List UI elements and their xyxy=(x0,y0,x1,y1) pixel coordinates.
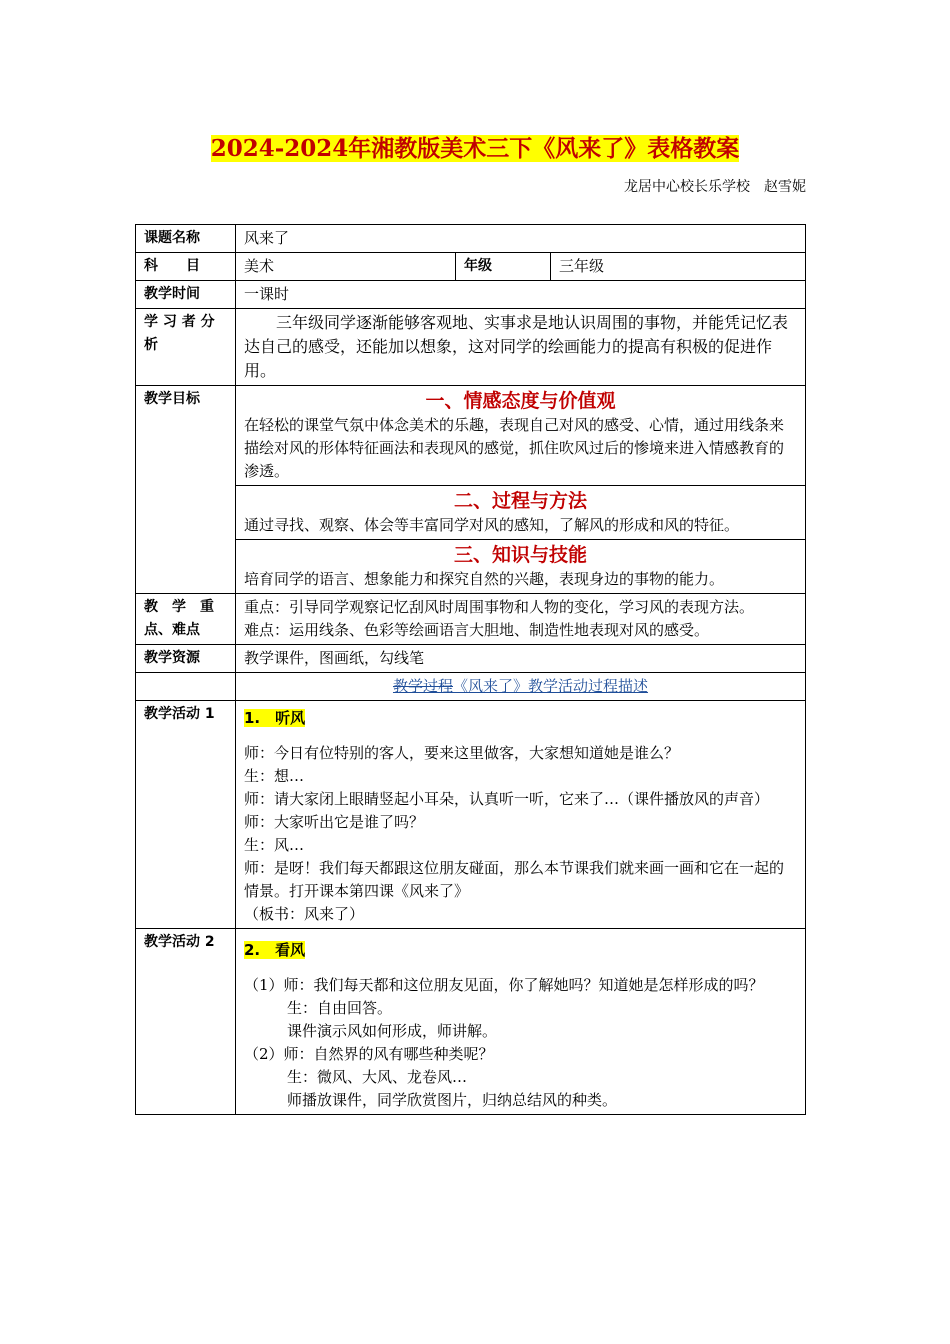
subject-label: 科 目 xyxy=(136,253,236,281)
analysis-label: 学 习 者 分析 xyxy=(136,309,236,386)
activity1-line: 生：风… xyxy=(244,836,305,854)
activity1-line: 师：是呀！我们每天都跟这位朋友碰面，那么本节课我们就来画一画和它在一起的情景。打开课本第四课《风来了》 xyxy=(244,859,785,900)
topic-value: 风来了 xyxy=(236,225,806,253)
row-key xyxy=(136,594,806,645)
goal-heading-2: 二、过程与方法 xyxy=(453,490,587,512)
activity2-question-2: （2）师：自然界的风有哪些种类呢？ xyxy=(244,1045,494,1063)
goal-section-1 xyxy=(236,386,806,486)
activity1-heading: 1. 听风 xyxy=(244,709,306,727)
goal-text-1: 在轻松的课堂气氛中体念美术的乐趣，表现自己对风的感受、心情，通过用线条来描绘对风的形体特征画法和表现风的感觉，抓住吹风过后的惨境来进入情感教育的渗透。 xyxy=(244,416,785,480)
row-goal-2 xyxy=(136,486,806,540)
activity2-question-1: （1）师：我们每天都和这位朋友见面，你了解她吗？知道她是怎样形成的吗？ xyxy=(244,976,764,994)
activity1-label: 教学活动 1 xyxy=(136,701,236,929)
process-struck-text: 教学过程 xyxy=(392,677,453,695)
process-text: 《风来了》教学活动过程描述 xyxy=(453,677,649,695)
activity1-line: 师：大家听出它是谁了吗？ xyxy=(244,813,425,831)
row-resources xyxy=(136,645,806,673)
goal-heading-3: 三、知识与技能 xyxy=(453,544,587,566)
activity2-answer-1: 生：自由回答。 xyxy=(287,999,393,1017)
difficulty-point: 难点：运用线条、色彩等绘画语言大胆地、制造性地表现对风的感受。 xyxy=(244,621,710,639)
row-process xyxy=(136,673,806,701)
document-title: 2024-2024年湘教版美术三下《风来了》表格教案 xyxy=(210,135,740,162)
goal-heading-1: 一、情感态度与价值观 xyxy=(425,390,616,412)
analysis-value: 三年级同学逐渐能够客观地、实事求是地认识周围的事物，并能凭记忆表达自己的感受，还能加以想象，这对同学的绘画能力的提高有积极的促进作用。 xyxy=(236,309,806,386)
activity2-heading: 2. 看风 xyxy=(244,941,306,959)
row-goal-1 xyxy=(136,386,806,486)
subject-value: 美术 xyxy=(236,253,456,281)
key-point: 重点：引导同学观察记忆刮风时周围事物和人物的变化，学习风的表现方法。 xyxy=(244,598,755,616)
activity1-line: （板书：风来了） xyxy=(244,905,365,923)
activity1-line: 师：今日有位特别的客人，要来这里做客，大家想知道她是谁么？ xyxy=(244,744,680,762)
goal-text-2: 通过寻找、观察、体会等丰富同学对风的感知，了解风的形成和风的特征。 xyxy=(244,516,740,534)
row-topic xyxy=(136,225,806,253)
lesson-plan-table xyxy=(135,224,806,1115)
row-subject xyxy=(136,253,806,281)
key-label: 教 学 重点、难点 xyxy=(136,594,236,645)
row-activity-2 xyxy=(136,929,806,1115)
row-goal-3 xyxy=(136,540,806,594)
activity2-content xyxy=(236,929,806,1115)
time-label: 教学时间 xyxy=(136,281,236,309)
goals-label: 教学目标 xyxy=(136,386,236,594)
author-line: 龙居中心校长乐学校 赵雪妮 xyxy=(624,179,806,195)
activity2-answer-2: 生：微风、大风、龙卷风… xyxy=(287,1068,468,1086)
goal-section-2 xyxy=(236,486,806,540)
process-empty-cell xyxy=(136,673,236,701)
row-analysis xyxy=(136,309,806,386)
grade-label: 年级 xyxy=(456,253,551,281)
grade-value: 三年级 xyxy=(551,253,806,281)
goal-section-3 xyxy=(236,540,806,594)
activity2-note-2: 师播放课件，同学欣赏图片，归纳总结风的种类。 xyxy=(287,1091,618,1109)
time-value: 一课时 xyxy=(236,281,806,309)
key-value xyxy=(236,594,806,645)
row-activity-1 xyxy=(136,701,806,929)
activity2-note-1: 课件演示风如何形成，师讲解。 xyxy=(287,1022,498,1040)
goal-text-3: 培育同学的语言、想象能力和探究自然的兴趣，表现身边的事物的能力。 xyxy=(244,570,725,588)
activity1-line: 生：想… xyxy=(244,767,305,785)
resources-value: 教学课件，图画纸，勾线笔 xyxy=(236,645,806,673)
activity1-line: 师：请大家闭上眼睛竖起小耳朵，认真听一听，它来了…（课件播放风的声音） xyxy=(244,790,770,808)
resources-label: 教学资源 xyxy=(136,645,236,673)
topic-label: 课题名称 xyxy=(136,225,236,253)
activity1-content xyxy=(236,701,806,929)
process-title xyxy=(236,673,806,701)
activity2-label: 教学活动 2 xyxy=(136,929,236,1115)
row-time xyxy=(136,281,806,309)
